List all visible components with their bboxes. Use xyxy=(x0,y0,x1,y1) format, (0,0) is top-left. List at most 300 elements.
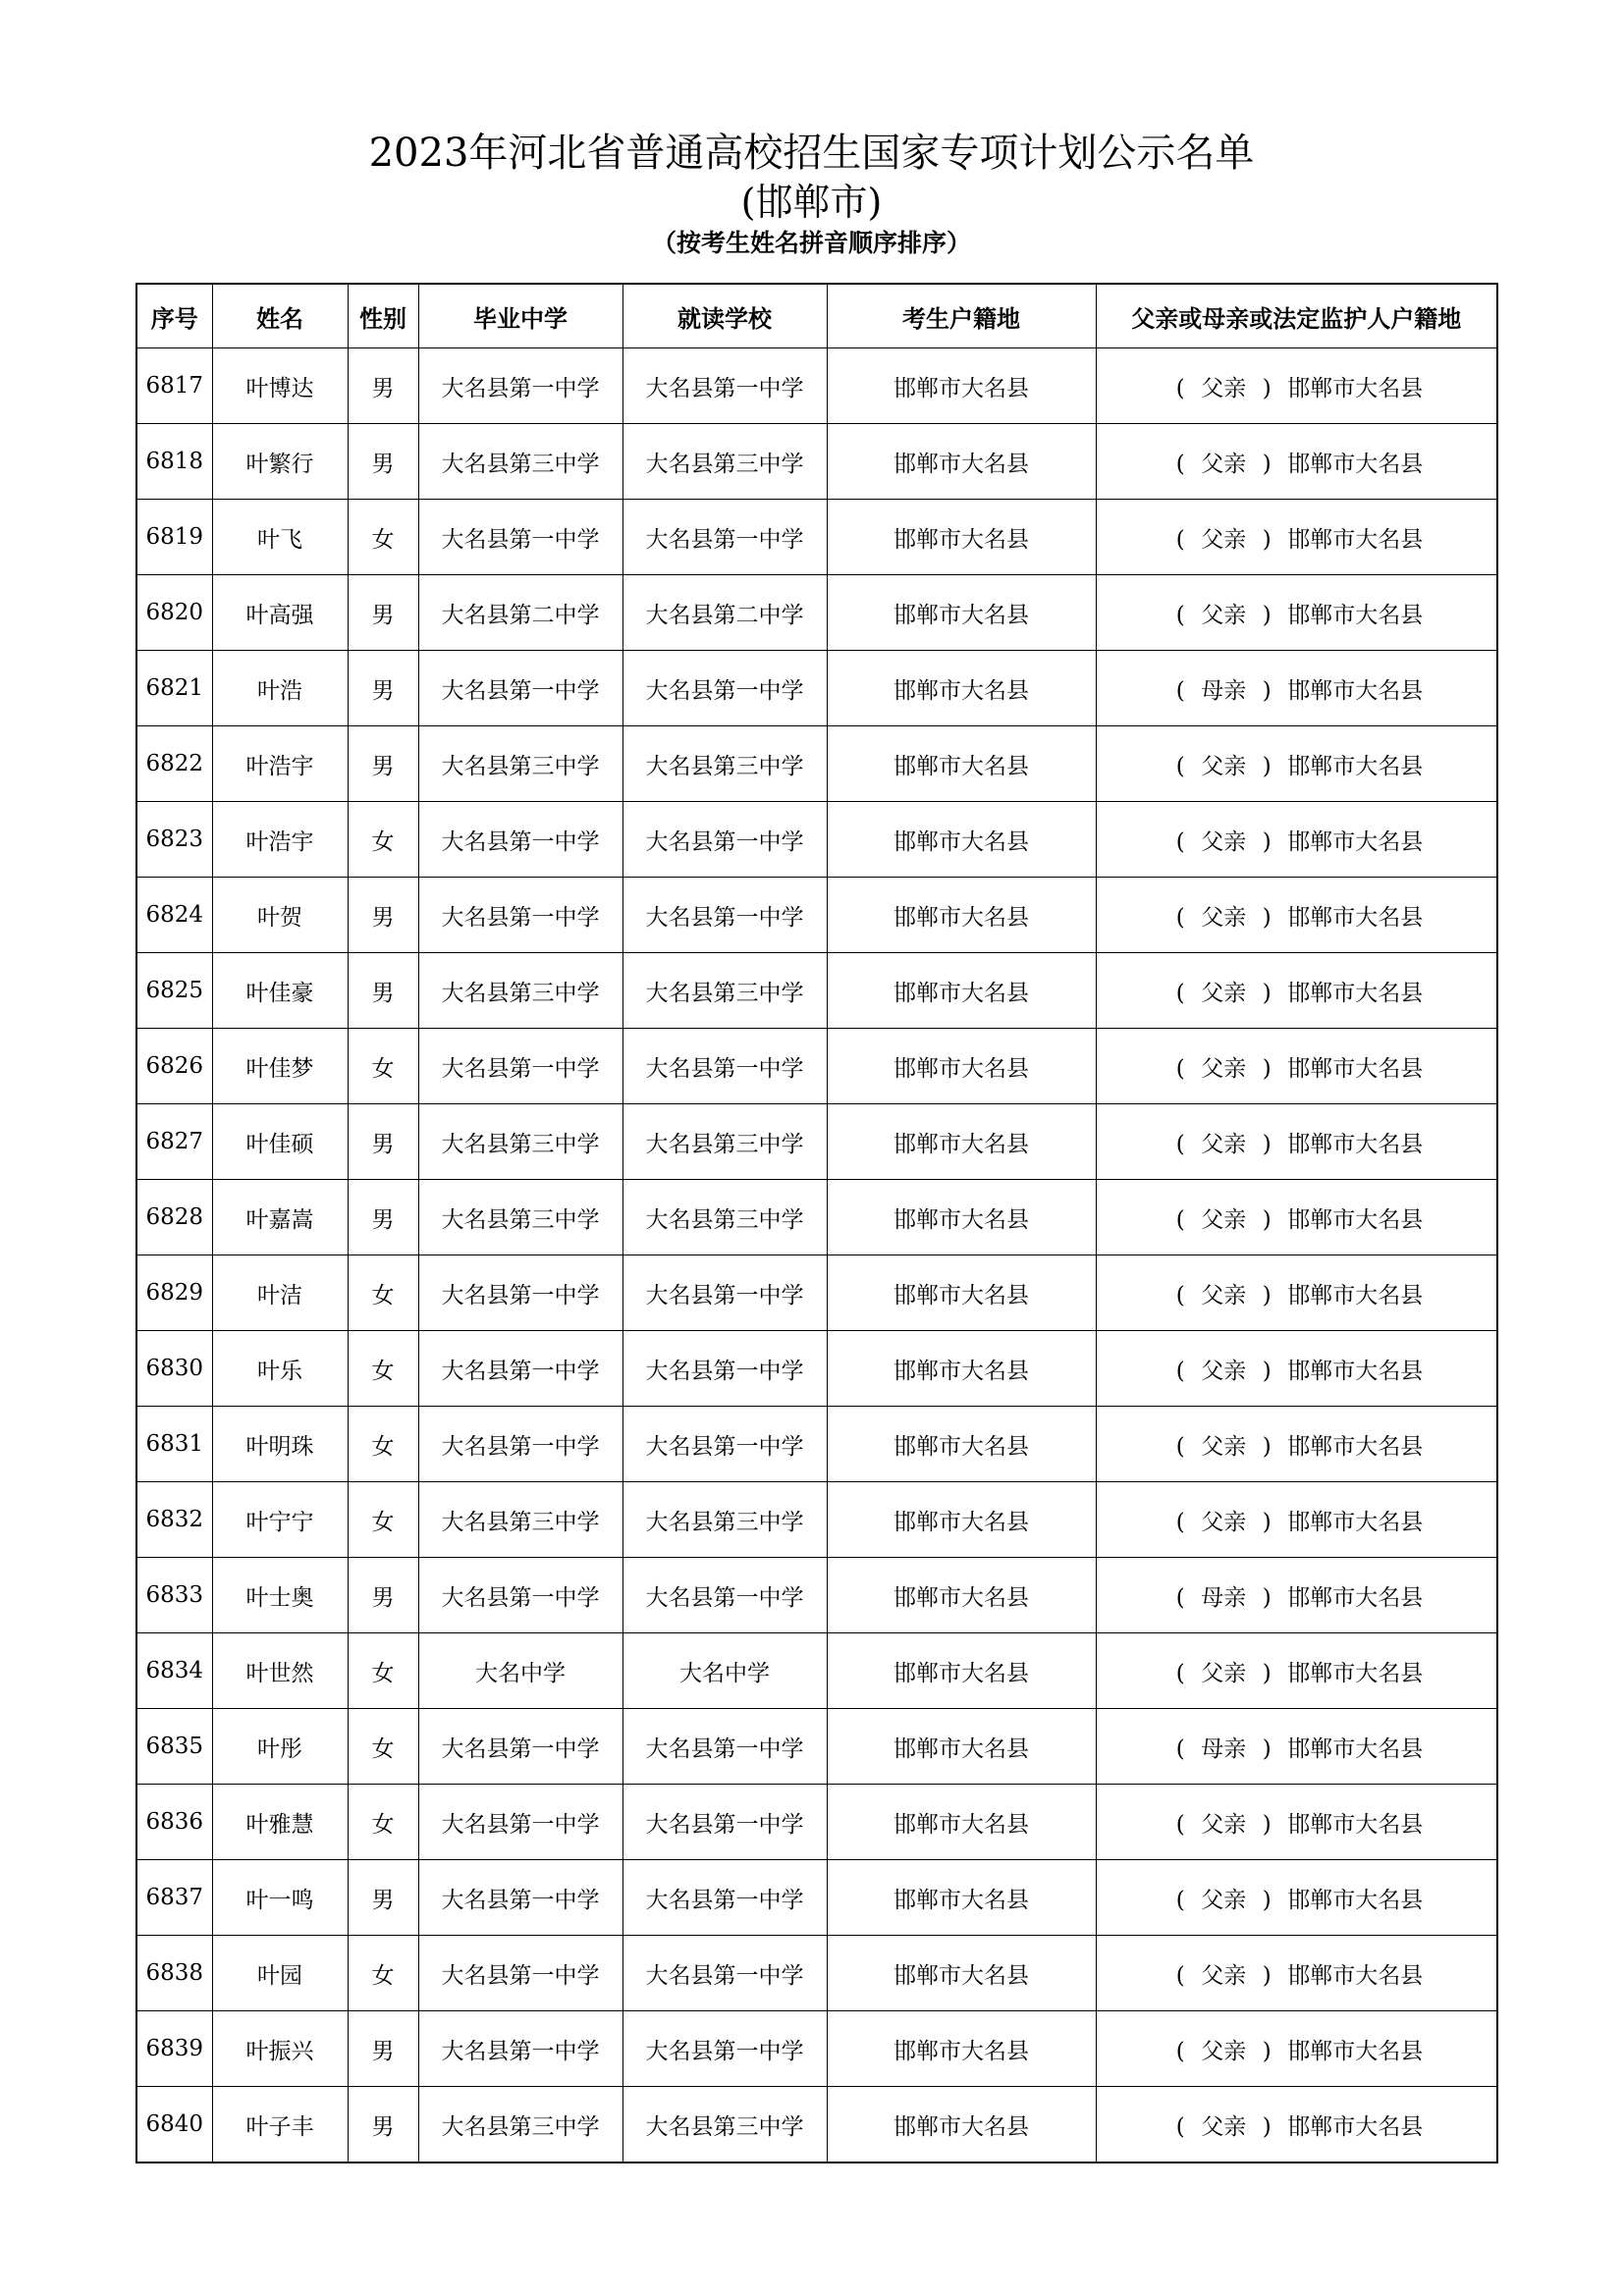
cell-guardian-hukou xyxy=(1096,726,1497,802)
cell-current-school: 大名县第一中学 xyxy=(622,1709,827,1785)
cell-serial: 6820 xyxy=(136,575,212,651)
relation-text: 父亲 xyxy=(1201,1282,1247,1308)
relation-text: 父亲 xyxy=(1201,1660,1247,1686)
cell-current-school: 大名县第三中学 xyxy=(622,1104,827,1180)
cell-gender: 男 xyxy=(348,424,418,500)
parent-hukou-text: 邯郸市大名县 xyxy=(1287,1433,1424,1460)
cell-guardian-hukou xyxy=(1096,953,1497,1029)
cell-current-school: 大名县第一中学 xyxy=(622,1785,827,1860)
parent-hukou-text: 邯郸市大名县 xyxy=(1287,677,1424,704)
close-paren: ) xyxy=(1262,677,1271,704)
table-header-row xyxy=(136,284,1497,348)
cell-serial: 6824 xyxy=(136,878,212,953)
roster-table xyxy=(135,283,1498,2163)
cell-name: 叶佳硕 xyxy=(212,1104,348,1180)
cell-student-hukou: 邯郸市大名县 xyxy=(827,1331,1096,1407)
cell-guardian-hukou xyxy=(1096,651,1497,726)
cell-current-school: 大名县第一中学 xyxy=(622,348,827,424)
close-paren: ) xyxy=(1262,1358,1271,1384)
cell-guardian-hukou xyxy=(1096,2011,1497,2087)
cell-student-hukou: 邯郸市大名县 xyxy=(827,1558,1096,1633)
table-row xyxy=(136,424,1497,500)
cell-graduation-school: 大名县第一中学 xyxy=(418,500,622,575)
parent-hukou-text: 邯郸市大名县 xyxy=(1287,1509,1424,1535)
relation-label xyxy=(1169,899,1277,932)
cell-name: 叶繁行 xyxy=(212,424,348,500)
cell-student-hukou: 邯郸市大名县 xyxy=(827,1255,1096,1331)
cell-name: 叶佳豪 xyxy=(212,953,348,1029)
table-row xyxy=(136,878,1497,953)
cell-current-school: 大名县第三中学 xyxy=(622,424,827,500)
cell-current-school: 大名县第一中学 xyxy=(622,1936,827,2011)
cell-name: 叶浩宇 xyxy=(212,726,348,802)
relation-label xyxy=(1169,597,1277,629)
cell-serial: 6833 xyxy=(136,1558,212,1633)
cell-gender: 女 xyxy=(348,1331,418,1407)
cell-gender: 男 xyxy=(348,878,418,953)
cell-guardian-hukou xyxy=(1096,2087,1497,2163)
close-paren: ) xyxy=(1262,1433,1271,1460)
cell-gender: 男 xyxy=(348,2087,418,2163)
cell-graduation-school: 大名县第一中学 xyxy=(418,878,622,953)
cell-serial: 6840 xyxy=(136,2087,212,2163)
cell-serial: 6826 xyxy=(136,1029,212,1104)
table-row xyxy=(136,2011,1497,2087)
table-row xyxy=(136,953,1497,1029)
column-header-guardian-hukou: 父亲或母亲或法定监护人户籍地 xyxy=(1096,284,1497,348)
parent-hukou-text: 邯郸市大名县 xyxy=(1287,375,1424,401)
cell-guardian-hukou xyxy=(1096,1785,1497,1860)
close-paren: ) xyxy=(1262,753,1271,779)
relation-label xyxy=(1169,1655,1277,1687)
relation-label xyxy=(1169,1428,1277,1461)
cell-guardian-hukou xyxy=(1096,1709,1497,1785)
open-paren: ( xyxy=(1175,753,1185,779)
relation-text: 父亲 xyxy=(1201,526,1247,553)
cell-student-hukou: 邯郸市大名县 xyxy=(827,2087,1096,2163)
cell-guardian-hukou xyxy=(1096,1482,1497,1558)
cell-serial: 6831 xyxy=(136,1407,212,1482)
table-row xyxy=(136,1255,1497,1331)
cell-serial: 6834 xyxy=(136,1633,212,1709)
column-header-gender: 性别 xyxy=(348,284,418,348)
cell-gender: 男 xyxy=(348,726,418,802)
cell-serial: 6823 xyxy=(136,802,212,878)
parent-hukou-text: 邯郸市大名县 xyxy=(1287,1358,1424,1384)
table-row xyxy=(136,1709,1497,1785)
cell-student-hukou: 邯郸市大名县 xyxy=(827,1482,1096,1558)
table-row xyxy=(136,1407,1497,1482)
cell-guardian-hukou xyxy=(1096,1029,1497,1104)
cell-serial: 6821 xyxy=(136,651,212,726)
cell-student-hukou: 邯郸市大名县 xyxy=(827,500,1096,575)
relation-label xyxy=(1169,1806,1277,1839)
relation-text: 父亲 xyxy=(1201,1962,1247,1989)
cell-name: 叶园 xyxy=(212,1936,348,2011)
cell-name: 叶彤 xyxy=(212,1709,348,1785)
cell-student-hukou: 邯郸市大名县 xyxy=(827,953,1096,1029)
open-paren: ( xyxy=(1175,904,1185,931)
close-paren: ) xyxy=(1262,2038,1271,2064)
relation-label xyxy=(1169,2109,1277,2141)
open-paren: ( xyxy=(1175,1433,1185,1460)
relation-label xyxy=(1169,370,1277,402)
relation-text: 父亲 xyxy=(1201,1509,1247,1535)
table-row xyxy=(136,802,1497,878)
open-paren: ( xyxy=(1175,1887,1185,1913)
parent-hukou-text: 邯郸市大名县 xyxy=(1287,1811,1424,1838)
table-row xyxy=(136,1936,1497,2011)
cell-guardian-hukou xyxy=(1096,348,1497,424)
column-header-serial: 序号 xyxy=(136,284,212,348)
cell-gender: 男 xyxy=(348,953,418,1029)
open-paren: ( xyxy=(1175,1584,1185,1611)
relation-text: 父亲 xyxy=(1201,602,1247,628)
cell-student-hukou: 邯郸市大名县 xyxy=(827,1407,1096,1482)
cell-graduation-school: 大名县第一中学 xyxy=(418,1558,622,1633)
cell-gender: 女 xyxy=(348,1785,418,1860)
cell-student-hukou: 邯郸市大名县 xyxy=(827,575,1096,651)
open-paren: ( xyxy=(1175,1509,1185,1535)
close-paren: ) xyxy=(1262,375,1271,401)
open-paren: ( xyxy=(1175,2113,1185,2140)
relation-text: 父亲 xyxy=(1201,1811,1247,1838)
cell-gender: 男 xyxy=(348,1180,418,1255)
cell-guardian-hukou xyxy=(1096,1633,1497,1709)
table-row xyxy=(136,1558,1497,1633)
relation-label xyxy=(1169,1731,1277,1763)
column-header-graduation-school: 毕业中学 xyxy=(418,284,622,348)
table-row xyxy=(136,2087,1497,2163)
cell-graduation-school: 大名县第三中学 xyxy=(418,2087,622,2163)
parent-hukou-text: 邯郸市大名县 xyxy=(1287,2113,1424,2140)
column-header-student-hukou: 考生户籍地 xyxy=(827,284,1096,348)
open-paren: ( xyxy=(1175,1962,1185,1989)
cell-name: 叶浩宇 xyxy=(212,802,348,878)
open-paren: ( xyxy=(1175,1282,1185,1308)
cell-graduation-school: 大名县第一中学 xyxy=(418,2011,622,2087)
table-row xyxy=(136,726,1497,802)
cell-name: 叶飞 xyxy=(212,500,348,575)
cell-current-school: 大名县第一中学 xyxy=(622,1558,827,1633)
parent-hukou-text: 邯郸市大名县 xyxy=(1287,1206,1424,1233)
relation-label xyxy=(1169,1126,1277,1158)
cell-guardian-hukou xyxy=(1096,1104,1497,1180)
table-row xyxy=(136,1633,1497,1709)
cell-gender: 女 xyxy=(348,1936,418,2011)
cell-gender: 女 xyxy=(348,1633,418,1709)
open-paren: ( xyxy=(1175,1055,1185,1082)
open-paren: ( xyxy=(1175,677,1185,704)
cell-guardian-hukou xyxy=(1096,1255,1497,1331)
cell-graduation-school: 大名县第一中学 xyxy=(418,348,622,424)
cell-current-school: 大名县第一中学 xyxy=(622,500,827,575)
cell-name: 叶子丰 xyxy=(212,2087,348,2163)
column-header-name: 姓名 xyxy=(212,284,348,348)
cell-gender: 女 xyxy=(348,802,418,878)
cell-gender: 女 xyxy=(348,1029,418,1104)
cell-student-hukou: 邯郸市大名县 xyxy=(827,1104,1096,1180)
cell-student-hukou: 邯郸市大名县 xyxy=(827,651,1096,726)
cell-current-school: 大名县第一中学 xyxy=(622,802,827,878)
relation-text: 母亲 xyxy=(1201,1584,1247,1611)
cell-gender: 女 xyxy=(348,1255,418,1331)
parent-hukou-text: 邯郸市大名县 xyxy=(1287,1584,1424,1611)
parent-hukou-text: 邯郸市大名县 xyxy=(1287,904,1424,931)
cell-student-hukou: 邯郸市大名县 xyxy=(827,1936,1096,2011)
open-paren: ( xyxy=(1175,1660,1185,1686)
cell-current-school: 大名县第一中学 xyxy=(622,651,827,726)
cell-current-school: 大名县第一中学 xyxy=(622,2011,827,2087)
relation-text: 母亲 xyxy=(1201,1735,1247,1762)
close-paren: ) xyxy=(1262,2113,1271,2140)
cell-current-school: 大名县第一中学 xyxy=(622,1331,827,1407)
cell-gender: 男 xyxy=(348,575,418,651)
cell-name: 叶佳梦 xyxy=(212,1029,348,1104)
relation-label xyxy=(1169,824,1277,856)
cell-name: 叶洁 xyxy=(212,1255,348,1331)
open-paren: ( xyxy=(1175,1735,1185,1762)
cell-name: 叶振兴 xyxy=(212,2011,348,2087)
cell-serial: 6827 xyxy=(136,1104,212,1180)
relation-text: 父亲 xyxy=(1201,980,1247,1006)
parent-hukou-text: 邯郸市大名县 xyxy=(1287,1735,1424,1762)
cell-graduation-school: 大名县第三中学 xyxy=(418,1482,622,1558)
relation-label xyxy=(1169,1957,1277,1990)
relation-text: 父亲 xyxy=(1201,2113,1247,2140)
close-paren: ) xyxy=(1262,828,1271,855)
cell-name: 叶雅慧 xyxy=(212,1785,348,1860)
close-paren: ) xyxy=(1262,1962,1271,1989)
cell-serial: 6819 xyxy=(136,500,212,575)
cell-current-school: 大名县第三中学 xyxy=(622,953,827,1029)
open-paren: ( xyxy=(1175,375,1185,401)
cell-gender: 女 xyxy=(348,1407,418,1482)
cell-graduation-school: 大名县第一中学 xyxy=(418,1785,622,1860)
cell-name: 叶贺 xyxy=(212,878,348,953)
close-paren: ) xyxy=(1262,904,1271,931)
close-paren: ) xyxy=(1262,1206,1271,1233)
relation-text: 父亲 xyxy=(1201,375,1247,401)
cell-graduation-school: 大名县第三中学 xyxy=(418,1104,622,1180)
table-row xyxy=(136,500,1497,575)
close-paren: ) xyxy=(1262,1282,1271,1308)
cell-graduation-school: 大名县第三中学 xyxy=(418,424,622,500)
parent-hukou-text: 邯郸市大名县 xyxy=(1287,1962,1424,1989)
table-row xyxy=(136,575,1497,651)
relation-label xyxy=(1169,1201,1277,1234)
cell-gender: 女 xyxy=(348,500,418,575)
cell-graduation-school: 大名县第一中学 xyxy=(418,1407,622,1482)
open-paren: ( xyxy=(1175,602,1185,628)
relation-text: 父亲 xyxy=(1201,828,1247,855)
relation-label xyxy=(1169,1504,1277,1536)
cell-student-hukou: 邯郸市大名县 xyxy=(827,1633,1096,1709)
sort-note: （按考生姓名拼音顺序排序） xyxy=(651,229,971,257)
cell-guardian-hukou xyxy=(1096,1407,1497,1482)
relation-label xyxy=(1169,672,1277,705)
cell-name: 叶世然 xyxy=(212,1633,348,1709)
cell-current-school: 大名县第三中学 xyxy=(622,1180,827,1255)
table-row xyxy=(136,1482,1497,1558)
cell-serial: 6839 xyxy=(136,2011,212,2087)
relation-text: 父亲 xyxy=(1201,1131,1247,1157)
open-paren: ( xyxy=(1175,451,1185,477)
cell-current-school: 大名县第一中学 xyxy=(622,1029,827,1104)
relation-label xyxy=(1169,748,1277,780)
cell-gender: 男 xyxy=(348,2011,418,2087)
parent-hukou-text: 邯郸市大名县 xyxy=(1287,526,1424,553)
relation-label xyxy=(1169,2033,1277,2065)
table-row xyxy=(136,1785,1497,1860)
cell-current-school: 大名县第一中学 xyxy=(622,1255,827,1331)
cell-name: 叶士奥 xyxy=(212,1558,348,1633)
relation-label xyxy=(1169,1579,1277,1612)
relation-label xyxy=(1169,975,1277,1007)
parent-hukou-text: 邯郸市大名县 xyxy=(1287,451,1424,477)
cell-graduation-school: 大名县第二中学 xyxy=(418,575,622,651)
cell-gender: 女 xyxy=(348,1482,418,1558)
parent-hukou-text: 邯郸市大名县 xyxy=(1287,1887,1424,1913)
parent-hukou-text: 邯郸市大名县 xyxy=(1287,980,1424,1006)
cell-student-hukou: 邯郸市大名县 xyxy=(827,878,1096,953)
relation-text: 父亲 xyxy=(1201,451,1247,477)
cell-name: 叶浩 xyxy=(212,651,348,726)
cell-serial: 6817 xyxy=(136,348,212,424)
table-row xyxy=(136,651,1497,726)
cell-name: 叶宁宁 xyxy=(212,1482,348,1558)
relation-text: 父亲 xyxy=(1201,1206,1247,1233)
cell-graduation-school: 大名县第一中学 xyxy=(418,651,622,726)
relation-text: 母亲 xyxy=(1201,677,1247,704)
parent-hukou-text: 邯郸市大名县 xyxy=(1287,1282,1424,1308)
cell-guardian-hukou xyxy=(1096,802,1497,878)
cell-student-hukou: 邯郸市大名县 xyxy=(827,1029,1096,1104)
parent-hukou-text: 邯郸市大名县 xyxy=(1287,602,1424,628)
cell-student-hukou: 邯郸市大名县 xyxy=(827,726,1096,802)
cell-gender: 男 xyxy=(348,1558,418,1633)
relation-label xyxy=(1169,1882,1277,1914)
column-header-current-school: 就读学校 xyxy=(622,284,827,348)
close-paren: ) xyxy=(1262,1735,1271,1762)
open-paren: ( xyxy=(1175,1206,1185,1233)
relation-text: 父亲 xyxy=(1201,1358,1247,1384)
parent-hukou-text: 邯郸市大名县 xyxy=(1287,2038,1424,2064)
cell-gender: 男 xyxy=(348,1860,418,1936)
cell-name: 叶乐 xyxy=(212,1331,348,1407)
parent-hukou-text: 邯郸市大名县 xyxy=(1287,1055,1424,1082)
cell-serial: 6830 xyxy=(136,1331,212,1407)
table-row xyxy=(136,1860,1497,1936)
cell-student-hukou: 邯郸市大名县 xyxy=(827,348,1096,424)
cell-graduation-school: 大名中学 xyxy=(418,1633,622,1709)
cell-student-hukou: 邯郸市大名县 xyxy=(827,1785,1096,1860)
cell-guardian-hukou xyxy=(1096,575,1497,651)
close-paren: ) xyxy=(1262,1811,1271,1838)
cell-gender: 男 xyxy=(348,651,418,726)
open-paren: ( xyxy=(1175,526,1185,553)
cell-serial: 6838 xyxy=(136,1936,212,2011)
cell-current-school: 大名县第一中学 xyxy=(622,1407,827,1482)
cell-guardian-hukou xyxy=(1096,1860,1497,1936)
cell-graduation-school: 大名县第三中学 xyxy=(418,1180,622,1255)
relation-label xyxy=(1169,1050,1277,1083)
cell-graduation-school: 大名县第三中学 xyxy=(418,726,622,802)
cell-gender: 男 xyxy=(348,1104,418,1180)
cell-current-school: 大名县第三中学 xyxy=(622,726,827,802)
cell-student-hukou: 邯郸市大名县 xyxy=(827,1709,1096,1785)
cell-student-hukou: 邯郸市大名县 xyxy=(827,424,1096,500)
relation-label xyxy=(1169,521,1277,554)
cell-graduation-school: 大名县第一中学 xyxy=(418,1331,622,1407)
cell-serial: 6822 xyxy=(136,726,212,802)
cell-current-school: 大名县第三中学 xyxy=(622,1482,827,1558)
document-subtitle-city: (邯郸市) xyxy=(740,181,883,224)
cell-current-school: 大名中学 xyxy=(622,1633,827,1709)
relation-text: 父亲 xyxy=(1201,904,1247,931)
close-paren: ) xyxy=(1262,526,1271,553)
cell-name: 叶明珠 xyxy=(212,1407,348,1482)
relation-label xyxy=(1169,1353,1277,1385)
relation-text: 父亲 xyxy=(1201,1433,1247,1460)
cell-guardian-hukou xyxy=(1096,1558,1497,1633)
close-paren: ) xyxy=(1262,602,1271,628)
relation-text: 父亲 xyxy=(1201,1887,1247,1913)
cell-student-hukou: 邯郸市大名县 xyxy=(827,2011,1096,2087)
cell-graduation-school: 大名县第一中学 xyxy=(418,1936,622,2011)
close-paren: ) xyxy=(1262,1509,1271,1535)
cell-student-hukou: 邯郸市大名县 xyxy=(827,802,1096,878)
parent-hukou-text: 邯郸市大名县 xyxy=(1287,1660,1424,1686)
relation-text: 父亲 xyxy=(1201,753,1247,779)
cell-guardian-hukou xyxy=(1096,1180,1497,1255)
cell-guardian-hukou xyxy=(1096,878,1497,953)
relation-label xyxy=(1169,446,1277,478)
cell-serial: 6836 xyxy=(136,1785,212,1860)
table-row xyxy=(136,1331,1497,1407)
parent-hukou-text: 邯郸市大名县 xyxy=(1287,1131,1424,1157)
open-paren: ( xyxy=(1175,980,1185,1006)
open-paren: ( xyxy=(1175,2038,1185,2064)
cell-serial: 6825 xyxy=(136,953,212,1029)
cell-current-school: 大名县第一中学 xyxy=(622,1860,827,1936)
cell-name: 叶嘉嵩 xyxy=(212,1180,348,1255)
cell-serial: 6837 xyxy=(136,1860,212,1936)
close-paren: ) xyxy=(1262,1584,1271,1611)
cell-graduation-school: 大名县第一中学 xyxy=(418,802,622,878)
cell-graduation-school: 大名县第一中学 xyxy=(418,1709,622,1785)
relation-text: 父亲 xyxy=(1201,1055,1247,1082)
cell-gender: 男 xyxy=(348,348,418,424)
parent-hukou-text: 邯郸市大名县 xyxy=(1287,828,1424,855)
document-title: 2023年河北省普通高校招生国家专项计划公示名单 xyxy=(368,131,1255,176)
close-paren: ) xyxy=(1262,1660,1271,1686)
table-row xyxy=(136,348,1497,424)
close-paren: ) xyxy=(1262,980,1271,1006)
table-row xyxy=(136,1180,1497,1255)
close-paren: ) xyxy=(1262,1131,1271,1157)
close-paren: ) xyxy=(1262,1055,1271,1082)
open-paren: ( xyxy=(1175,1358,1185,1384)
cell-name: 叶博达 xyxy=(212,348,348,424)
cell-student-hukou: 邯郸市大名县 xyxy=(827,1180,1096,1255)
cell-serial: 6818 xyxy=(136,424,212,500)
cell-guardian-hukou xyxy=(1096,1936,1497,2011)
cell-current-school: 大名县第一中学 xyxy=(622,878,827,953)
cell-graduation-school: 大名县第一中学 xyxy=(418,1860,622,1936)
close-paren: ) xyxy=(1262,451,1271,477)
cell-serial: 6828 xyxy=(136,1180,212,1255)
